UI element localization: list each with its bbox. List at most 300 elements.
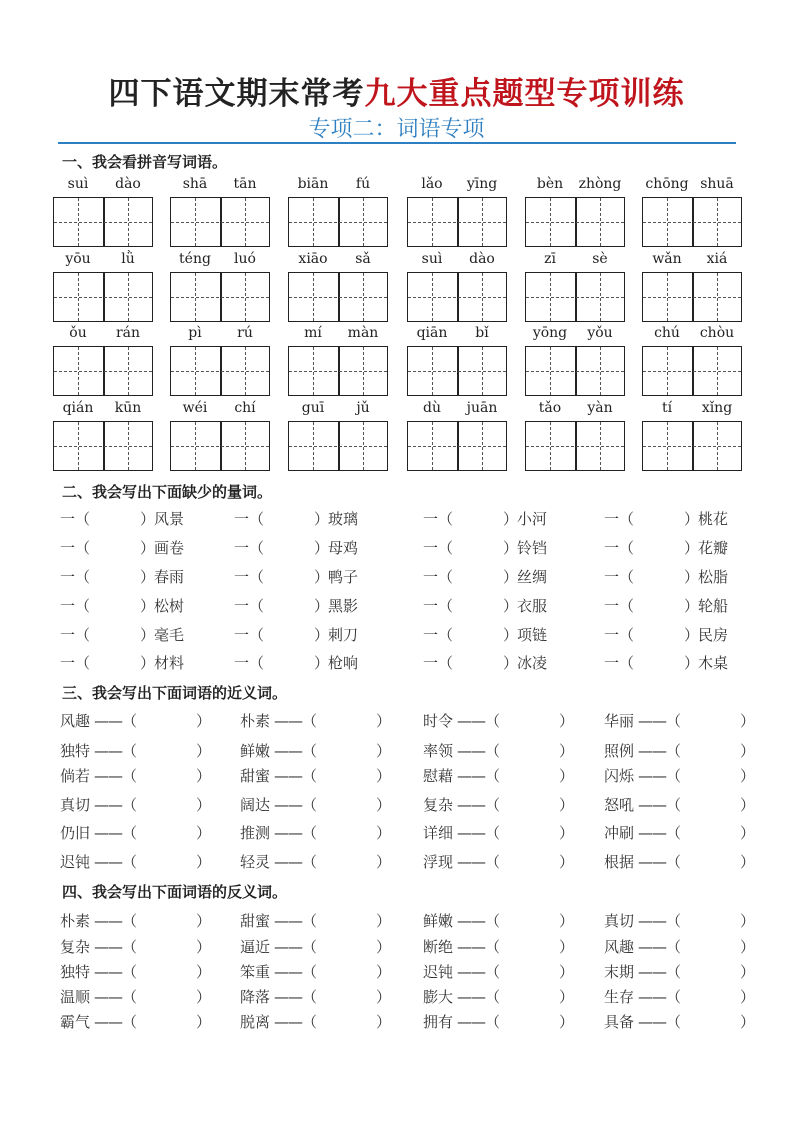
answer-blank[interactable] xyxy=(505,1009,559,1029)
answer-blank[interactable] xyxy=(505,984,559,1004)
dash-bracket: ——（ xyxy=(638,988,681,1006)
answer-blank[interactable] xyxy=(686,934,740,954)
dash-bracket: ——（ xyxy=(274,767,317,785)
noun-word: 春雨 xyxy=(154,568,185,586)
dash-bracket: ——（ xyxy=(94,742,137,760)
measure-word-prefix: 一（ xyxy=(60,539,91,557)
answer-blank[interactable] xyxy=(142,738,196,758)
prompt-word: 迟钝 xyxy=(423,963,454,981)
dash-bracket: ——（ xyxy=(94,988,137,1006)
bracket-close: ） xyxy=(140,654,156,672)
prompt-word: 倘若 xyxy=(60,767,91,785)
pinyin: yīng xyxy=(466,176,498,192)
answer-blank[interactable] xyxy=(322,849,376,869)
bracket-close: ） xyxy=(740,712,756,730)
pinyin: guī xyxy=(301,400,325,416)
bracket-close: ） xyxy=(376,712,392,730)
bracket-close: ） xyxy=(376,742,392,760)
pinyin: juān xyxy=(466,400,498,416)
measure-word-prefix: 一（ xyxy=(604,539,635,557)
bracket-close: ） xyxy=(196,712,212,730)
bracket-close: ） xyxy=(503,568,519,586)
tianzige-answer-box[interactable] xyxy=(53,346,153,396)
pinyin: zhòng xyxy=(578,176,622,192)
answer-blank[interactable] xyxy=(322,934,376,954)
prompt-word: 风趣 xyxy=(604,938,635,956)
pinyin: suì xyxy=(67,176,89,192)
pinyin: shuā xyxy=(700,176,734,192)
title-red: 九大重点题型专项训练 xyxy=(364,76,685,112)
bracket-close: ） xyxy=(376,853,392,871)
noun-word: 小河 xyxy=(517,510,548,528)
pinyin: màn xyxy=(347,325,379,341)
noun-word: 木桌 xyxy=(698,654,729,672)
bracket-close: ） xyxy=(196,938,212,956)
prompt-word: 断绝 xyxy=(423,938,454,956)
tianzige-answer-box[interactable] xyxy=(642,346,742,396)
noun-word: 松树 xyxy=(154,597,185,615)
answer-blank[interactable] xyxy=(686,959,740,979)
dash-bracket: ——（ xyxy=(274,742,317,760)
measure-word-blank[interactable] xyxy=(463,593,503,613)
bracket-close: ） xyxy=(740,963,756,981)
tianzige-answer-box[interactable] xyxy=(170,197,270,247)
bracket-close: ） xyxy=(684,597,700,615)
noun-word: 材料 xyxy=(154,654,185,672)
page-subtitle: 专项二：词语专项 xyxy=(308,117,485,142)
measure-word-prefix: 一（ xyxy=(423,654,454,672)
measure-word-blank[interactable] xyxy=(644,535,684,555)
tianzige-answer-box[interactable] xyxy=(642,272,742,322)
pinyin: sǎ xyxy=(355,251,371,267)
noun-word: 桃花 xyxy=(698,510,729,528)
noun-word: 铃铛 xyxy=(517,539,548,557)
answer-blank[interactable] xyxy=(686,763,740,783)
pinyin: yàn xyxy=(587,400,613,416)
measure-word-prefix: 一（ xyxy=(60,597,91,615)
measure-word-blank[interactable] xyxy=(274,564,314,584)
prompt-word: 风趣 xyxy=(60,712,91,730)
tianzige-answer-box[interactable] xyxy=(407,421,507,471)
prompt-word: 脱离 xyxy=(240,1013,271,1031)
noun-word: 冰凌 xyxy=(517,654,548,672)
noun-word: 风景 xyxy=(154,510,185,528)
bracket-close: ） xyxy=(559,912,575,930)
dash-bracket: ——（ xyxy=(638,742,681,760)
bracket-close: ） xyxy=(196,742,212,760)
answer-blank[interactable] xyxy=(505,849,559,869)
dash-bracket: ——（ xyxy=(94,712,137,730)
dash-bracket: ——（ xyxy=(274,796,317,814)
answer-blank[interactable] xyxy=(142,908,196,928)
noun-word: 鸭子 xyxy=(328,568,359,586)
bracket-close: ） xyxy=(559,963,575,981)
tianzige-answer-box[interactable] xyxy=(170,346,270,396)
measure-word-blank[interactable] xyxy=(274,650,314,670)
noun-word: 母鸡 xyxy=(328,539,359,557)
dash-bracket: ——（ xyxy=(638,1013,681,1031)
noun-word: 画卷 xyxy=(154,539,185,557)
bracket-close: ） xyxy=(559,767,575,785)
pinyin: xiá xyxy=(706,251,728,267)
answer-blank[interactable] xyxy=(686,792,740,812)
dash-bracket: ——（ xyxy=(457,938,500,956)
prompt-word: 鲜嫩 xyxy=(240,742,271,760)
dash-bracket: ——（ xyxy=(457,824,500,842)
bracket-close: ） xyxy=(196,824,212,842)
noun-word: 刺刀 xyxy=(328,626,359,644)
prompt-word: 真切 xyxy=(60,796,91,814)
measure-word-prefix: 一（ xyxy=(234,626,265,644)
measure-word-prefix: 一（ xyxy=(423,510,454,528)
pinyin: shā xyxy=(182,176,208,192)
prompt-word: 鲜嫩 xyxy=(423,912,454,930)
answer-blank[interactable] xyxy=(322,959,376,979)
bracket-close: ） xyxy=(140,539,156,557)
pinyin: dào xyxy=(469,251,495,267)
measure-word-blank[interactable] xyxy=(644,593,684,613)
tianzige-answer-box[interactable] xyxy=(288,421,388,471)
prompt-word: 朴素 xyxy=(240,712,271,730)
prompt-word: 冲刷 xyxy=(604,824,635,842)
tianzige-answer-box[interactable] xyxy=(525,421,625,471)
answer-blank[interactable] xyxy=(142,792,196,812)
noun-word: 轮船 xyxy=(698,597,729,615)
answer-blank[interactable] xyxy=(505,792,559,812)
dash-bracket: ——（ xyxy=(457,742,500,760)
dash-bracket: ——（ xyxy=(638,963,681,981)
measure-word-prefix: 一（ xyxy=(423,568,454,586)
measure-word-prefix: 一（ xyxy=(234,597,265,615)
pinyin: suì xyxy=(421,251,443,267)
bracket-close: ） xyxy=(376,963,392,981)
tianzige-answer-box[interactable] xyxy=(288,272,388,322)
bracket-close: ） xyxy=(684,626,700,644)
prompt-word: 推测 xyxy=(240,824,271,842)
prompt-word: 阔达 xyxy=(240,796,271,814)
noun-word: 丝绸 xyxy=(517,568,548,586)
prompt-word: 慰藉 xyxy=(423,767,454,785)
measure-word-prefix: 一（ xyxy=(423,626,454,644)
page-title xyxy=(0,68,793,113)
dash-bracket: ——（ xyxy=(94,796,137,814)
bracket-close: ） xyxy=(559,988,575,1006)
answer-blank[interactable] xyxy=(505,708,559,728)
measure-word-prefix: 一（ xyxy=(234,568,265,586)
measure-word-prefix: 一（ xyxy=(234,510,265,528)
bracket-close: ） xyxy=(740,1013,756,1031)
measure-word-blank[interactable] xyxy=(100,622,140,642)
prompt-word: 甜蜜 xyxy=(240,912,271,930)
answer-blank[interactable] xyxy=(142,763,196,783)
answer-blank[interactable] xyxy=(686,849,740,869)
answer-blank[interactable] xyxy=(505,820,559,840)
measure-word-blank[interactable] xyxy=(274,535,314,555)
measure-word-prefix: 一（ xyxy=(234,654,265,672)
bracket-close: ） xyxy=(740,742,756,760)
measure-word-prefix: 一（ xyxy=(234,539,265,557)
pinyin: qián xyxy=(62,400,94,416)
answer-blank[interactable] xyxy=(686,1009,740,1029)
measure-word-blank[interactable] xyxy=(644,506,684,526)
section2-title: 二、我会写出下面缺少的量词。 xyxy=(62,483,273,501)
prompt-word: 根据 xyxy=(604,853,635,871)
bracket-close: ） xyxy=(314,539,330,557)
answer-blank[interactable] xyxy=(686,908,740,928)
measure-word-blank[interactable] xyxy=(100,535,140,555)
prompt-word: 轻灵 xyxy=(240,853,271,871)
dash-bracket: ——（ xyxy=(457,912,500,930)
answer-blank[interactable] xyxy=(686,820,740,840)
answer-blank[interactable] xyxy=(322,763,376,783)
pinyin: yōng xyxy=(532,325,568,341)
bracket-close: ） xyxy=(376,938,392,956)
tianzige-answer-box[interactable] xyxy=(53,197,153,247)
pinyin: xǐng xyxy=(701,400,733,416)
answer-blank[interactable] xyxy=(142,959,196,979)
measure-word-prefix: 一（ xyxy=(604,654,635,672)
pinyin: tǎo xyxy=(538,400,562,416)
bracket-close: ） xyxy=(503,597,519,615)
tianzige-answer-box[interactable] xyxy=(525,346,625,396)
measure-word-blank[interactable] xyxy=(463,506,503,526)
measure-word-blank[interactable] xyxy=(463,535,503,555)
pinyin: pì xyxy=(188,325,202,341)
pinyin: bǐ xyxy=(475,325,489,341)
measure-word-blank[interactable] xyxy=(274,506,314,526)
section4-title: 四、我会写出下面词语的反义词。 xyxy=(62,883,288,901)
dash-bracket: ——（ xyxy=(457,963,500,981)
tianzige-answer-box[interactable] xyxy=(288,197,388,247)
measure-word-blank[interactable] xyxy=(274,622,314,642)
bracket-close: ） xyxy=(314,626,330,644)
prompt-word: 拥有 xyxy=(423,1013,454,1031)
tianzige-answer-box[interactable] xyxy=(642,421,742,471)
answer-blank[interactable] xyxy=(142,849,196,869)
bracket-close: ） xyxy=(559,824,575,842)
dash-bracket: ——（ xyxy=(94,912,137,930)
prompt-word: 复杂 xyxy=(423,796,454,814)
section3-title: 三、我会写出下面词语的近义词。 xyxy=(62,684,288,702)
tianzige-answer-box[interactable] xyxy=(407,272,507,322)
measure-word-blank[interactable] xyxy=(463,650,503,670)
answer-blank[interactable] xyxy=(142,820,196,840)
pinyin: chí xyxy=(234,400,256,416)
answer-blank[interactable] xyxy=(322,738,376,758)
prompt-word: 末期 xyxy=(604,963,635,981)
pinyin: wéi xyxy=(182,400,208,416)
dash-bracket: ——（ xyxy=(94,853,137,871)
measure-word-prefix: 一（ xyxy=(604,568,635,586)
tianzige-answer-box[interactable] xyxy=(53,421,153,471)
prompt-word: 闪烁 xyxy=(604,767,635,785)
bracket-close: ） xyxy=(376,1013,392,1031)
dash-bracket: ——（ xyxy=(274,963,317,981)
answer-blank[interactable] xyxy=(322,984,376,1004)
pinyin: lǜ xyxy=(121,251,135,267)
answer-blank[interactable] xyxy=(505,959,559,979)
dash-bracket: ——（ xyxy=(274,853,317,871)
prompt-word: 浮现 xyxy=(423,853,454,871)
tianzige-answer-box[interactable] xyxy=(288,346,388,396)
answer-blank[interactable] xyxy=(686,984,740,1004)
tianzige-answer-box[interactable] xyxy=(642,197,742,247)
answer-blank[interactable] xyxy=(322,820,376,840)
bracket-close: ） xyxy=(314,597,330,615)
bracket-close: ） xyxy=(314,654,330,672)
bracket-close: ） xyxy=(314,510,330,528)
bracket-close: ） xyxy=(140,626,156,644)
prompt-word: 温顺 xyxy=(60,988,91,1006)
bracket-close: ） xyxy=(740,796,756,814)
measure-word-prefix: 一（ xyxy=(60,510,91,528)
noun-word: 民房 xyxy=(698,626,729,644)
prompt-word: 详细 xyxy=(423,824,454,842)
dash-bracket: ——（ xyxy=(274,912,317,930)
bracket-close: ） xyxy=(196,963,212,981)
prompt-word: 怒吼 xyxy=(604,796,635,814)
answer-blank[interactable] xyxy=(322,908,376,928)
tianzige-answer-box[interactable] xyxy=(407,197,507,247)
pinyin: ǒu xyxy=(69,325,87,341)
section1-title: 一、我会看拼音写词语。 xyxy=(62,153,228,171)
tianzige-answer-box[interactable] xyxy=(170,421,270,471)
divider xyxy=(58,142,736,144)
bracket-close: ） xyxy=(684,568,700,586)
pinyin: yǒu xyxy=(587,325,613,341)
prompt-word: 独特 xyxy=(60,742,91,760)
measure-word-blank[interactable] xyxy=(463,622,503,642)
dash-bracket: ——（ xyxy=(638,767,681,785)
noun-word: 松脂 xyxy=(698,568,729,586)
answer-blank[interactable] xyxy=(142,984,196,1004)
pinyin: fú xyxy=(355,176,371,192)
measure-word-blank[interactable] xyxy=(274,593,314,613)
pinyin: yōu xyxy=(65,251,91,267)
answer-blank[interactable] xyxy=(142,934,196,954)
bracket-close: ） xyxy=(559,712,575,730)
answer-blank[interactable] xyxy=(505,908,559,928)
dash-bracket: ——（ xyxy=(94,1013,137,1031)
tianzige-answer-box[interactable] xyxy=(407,346,507,396)
bracket-close: ） xyxy=(684,510,700,528)
answer-blank[interactable] xyxy=(322,1009,376,1029)
answer-blank[interactable] xyxy=(686,738,740,758)
measure-word-prefix: 一（ xyxy=(60,626,91,644)
pinyin: chú xyxy=(654,325,680,341)
prompt-word: 独特 xyxy=(60,963,91,981)
dash-bracket: ——（ xyxy=(638,796,681,814)
answer-blank[interactable] xyxy=(142,1009,196,1029)
dash-bracket: ——（ xyxy=(274,824,317,842)
tianzige-answer-box[interactable] xyxy=(525,197,625,247)
measure-word-blank[interactable] xyxy=(644,622,684,642)
bracket-close: ） xyxy=(376,767,392,785)
tianzige-answer-box[interactable] xyxy=(53,272,153,322)
answer-blank[interactable] xyxy=(142,708,196,728)
bracket-close: ） xyxy=(376,988,392,1006)
pinyin: dào xyxy=(115,176,141,192)
noun-word: 毫毛 xyxy=(154,626,185,644)
dash-bracket: ——（ xyxy=(638,824,681,842)
dash-bracket: ——（ xyxy=(457,988,500,1006)
prompt-word: 霸气 xyxy=(60,1013,91,1031)
prompt-word: 时令 xyxy=(423,712,454,730)
bracket-close: ） xyxy=(559,796,575,814)
bracket-close: ） xyxy=(740,853,756,871)
measure-word-blank[interactable] xyxy=(100,564,140,584)
dash-bracket: ——（ xyxy=(457,1013,500,1031)
noun-word: 玻璃 xyxy=(328,510,359,528)
dash-bracket: ——（ xyxy=(274,938,317,956)
noun-word: 黑影 xyxy=(328,597,359,615)
answer-blank[interactable] xyxy=(505,934,559,954)
bracket-close: ） xyxy=(376,796,392,814)
bracket-close: ） xyxy=(196,796,212,814)
bracket-close: ） xyxy=(740,824,756,842)
pinyin: bèn xyxy=(536,176,564,192)
bracket-close: ） xyxy=(196,912,212,930)
pinyin: jǔ xyxy=(356,400,370,416)
measure-word-blank[interactable] xyxy=(644,564,684,584)
dash-bracket: ——（ xyxy=(94,938,137,956)
answer-blank[interactable] xyxy=(322,708,376,728)
pinyin: téng xyxy=(179,251,211,267)
measure-word-blank[interactable] xyxy=(644,650,684,670)
prompt-word: 仍旧 xyxy=(60,824,91,842)
dash-bracket: ——（ xyxy=(274,1013,317,1031)
bracket-close: ） xyxy=(196,767,212,785)
answer-blank[interactable] xyxy=(505,763,559,783)
measure-word-prefix: 一（ xyxy=(423,597,454,615)
pinyin: qiān xyxy=(416,325,448,341)
measure-word-prefix: 一（ xyxy=(604,597,635,615)
bracket-close: ） xyxy=(196,1013,212,1031)
measure-word-blank[interactable] xyxy=(100,593,140,613)
measure-word-blank[interactable] xyxy=(463,564,503,584)
prompt-word: 具备 xyxy=(604,1013,635,1031)
prompt-word: 降落 xyxy=(240,988,271,1006)
answer-blank[interactable] xyxy=(322,792,376,812)
measure-word-blank[interactable] xyxy=(100,650,140,670)
bracket-close: ） xyxy=(196,853,212,871)
tianzige-answer-box[interactable] xyxy=(525,272,625,322)
measure-word-prefix: 一（ xyxy=(60,568,91,586)
dash-bracket: ——（ xyxy=(457,853,500,871)
measure-word-blank[interactable] xyxy=(100,506,140,526)
measure-word-prefix: 一（ xyxy=(423,539,454,557)
bracket-close: ） xyxy=(740,988,756,1006)
dash-bracket: ——（ xyxy=(94,824,137,842)
prompt-word: 笨重 xyxy=(240,963,271,981)
noun-word: 花瓣 xyxy=(698,539,729,557)
pinyin: xiāo xyxy=(298,251,328,267)
dash-bracket: ——（ xyxy=(457,712,500,730)
tianzige-answer-box[interactable] xyxy=(170,272,270,322)
noun-word: 项链 xyxy=(517,626,548,644)
answer-blank[interactable] xyxy=(505,738,559,758)
bracket-close: ） xyxy=(376,912,392,930)
dash-bracket: ——（ xyxy=(638,853,681,871)
bracket-close: ） xyxy=(140,597,156,615)
answer-blank[interactable] xyxy=(686,708,740,728)
prompt-word: 华丽 xyxy=(604,712,635,730)
bracket-close: ） xyxy=(684,654,700,672)
pinyin: tān xyxy=(233,176,257,192)
pinyin: wǎn xyxy=(652,251,682,267)
dash-bracket: ——（ xyxy=(638,912,681,930)
pinyin: zī xyxy=(544,251,556,267)
